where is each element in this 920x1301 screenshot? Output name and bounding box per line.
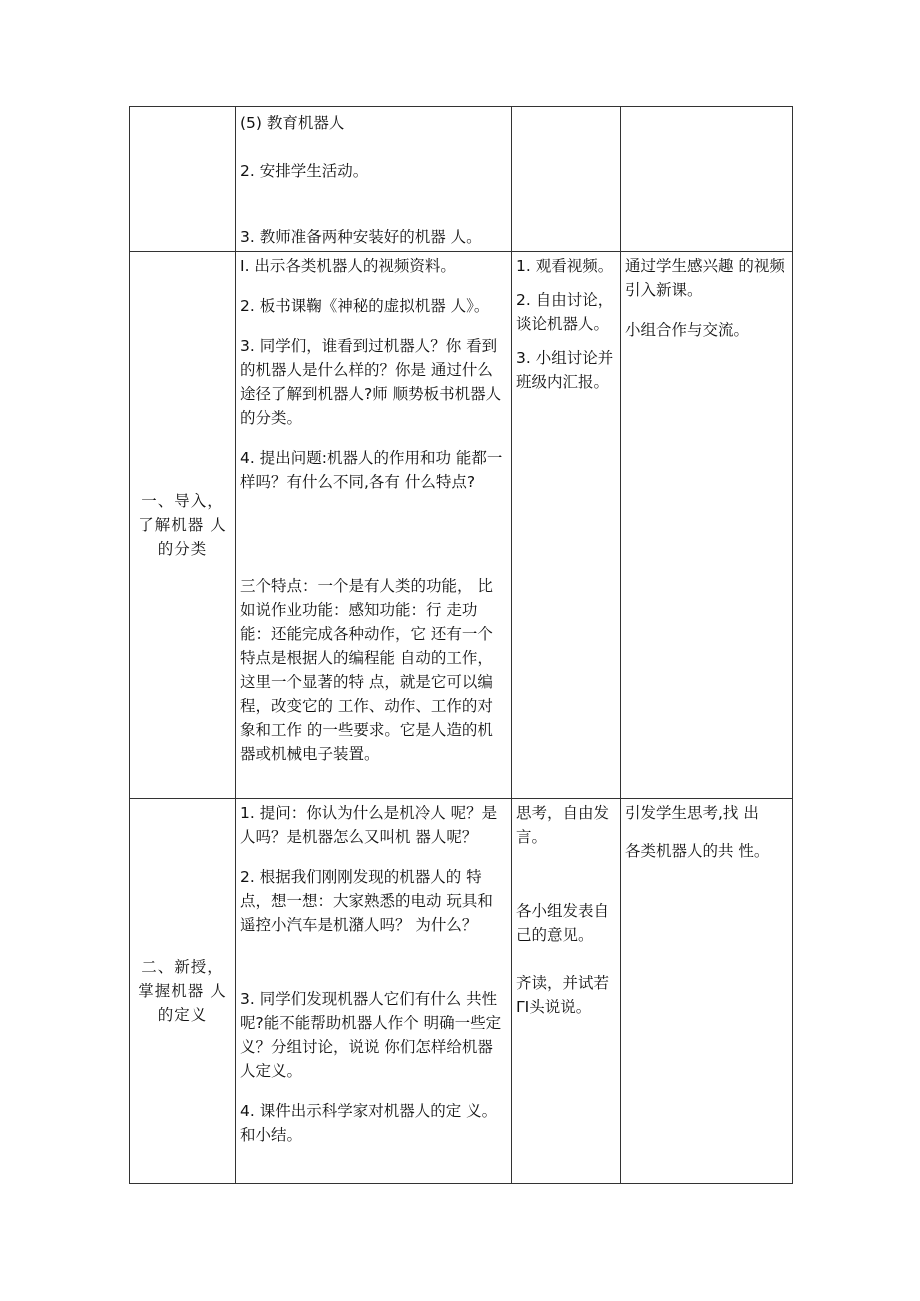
student-item: 2. 自由讨论，谈论机器人。 — [516, 291, 614, 333]
table-row — [130, 799, 793, 1184]
student-item: 1. 观看视频。 — [516, 257, 614, 275]
student-activity-cell — [512, 799, 621, 1184]
purpose-cell — [621, 799, 793, 1184]
purpose-item: 各类机器人的共 性。 — [625, 842, 770, 860]
teacher-item: 2. 根据我们刚刚发现的机器人的 特点，想一想：大家熟悉的电动 玩具和遥控小汽车是机潴人吗？ 为什么？ — [240, 868, 493, 934]
section-title: 一、导入，了解机器 人的分类 — [138, 492, 227, 558]
teacher-item: 2. 板书课鞠《神秘的虚拟机器 人》。 — [240, 297, 490, 315]
teacher-item: 4. 课件出示科学家对机器人的定 义。和小结。 — [240, 1102, 498, 1144]
student-activity-cell — [512, 107, 621, 252]
student-item: 思考，自由发言。 — [516, 804, 610, 846]
purpose-item: 小组合作与交流。 — [625, 321, 750, 339]
teacher-item: 2. 安排学生活动。 — [240, 162, 369, 180]
teacher-item: I. 出示各类机器人的视频资料。 — [240, 257, 456, 275]
purpose-item: 通过学生感兴趣 的视频引入新课。 — [625, 257, 785, 299]
section-cell — [130, 799, 236, 1184]
teacher-activity-cell — [236, 252, 512, 799]
teacher-activity-cell — [236, 799, 512, 1184]
teacher-item: 3. 同学们，谁看到过机器人？你 看到的机器人是什么样的？你是 通过什么途径了解到机器人?师 顺势板书机器人的分类。 — [240, 337, 502, 427]
teacher-item: (5) 教育机器人 — [240, 114, 345, 132]
student-item: 各小组发表自己的意见。 — [516, 902, 610, 944]
lesson-plan-table — [129, 106, 793, 1184]
teacher-item: 1. 提问：你认为什么是机冷人 呢？是人吗？是机器怎么又叫机 器人呢？ — [240, 804, 498, 846]
student-item: 齐读，并试若ΓI头说说。 — [516, 974, 610, 1016]
section-cell — [130, 252, 236, 799]
section-title: 二、新授，掌握机器 人的定义 — [138, 958, 227, 1024]
student-activity-cell — [512, 252, 621, 799]
purpose-cell — [621, 252, 793, 799]
student-item: 3. 小组讨论并班级内汇报。 — [516, 349, 614, 391]
teacher-activity-cell — [236, 107, 512, 252]
table-row — [130, 107, 793, 252]
teacher-item: 4. 提出问题:机器人的作用和功 能都一样吗？有什么不同,各有 什么特点? — [240, 449, 503, 491]
teacher-item: 3. 教师准备两种安装好的机器 人。 — [240, 228, 482, 246]
purpose-item: 引发学生思考,找 出 — [625, 804, 759, 822]
section-cell — [130, 107, 236, 252]
teacher-item: 3. 同学们发现机器人它们有什么 共性呢?能不能帮助机器人作个 明确一些定义？分组讨论，说说 你们怎样给机器人定义。 — [240, 990, 502, 1080]
teacher-note: 三个特点：一个是有人类的功能， 比如说作业功能：感知功能：行 走功能：还能完成各种动作，它 还有一个特点是根据人的编程能 自动的工作，这里一个显著的特 点，就是它可以编程，改变它的 工作、动作、工作的对象和工作 的一些要求。它是人造的机器或机械电子装置。 — [240, 577, 493, 763]
purpose-cell — [621, 107, 793, 252]
table-row — [130, 252, 793, 799]
